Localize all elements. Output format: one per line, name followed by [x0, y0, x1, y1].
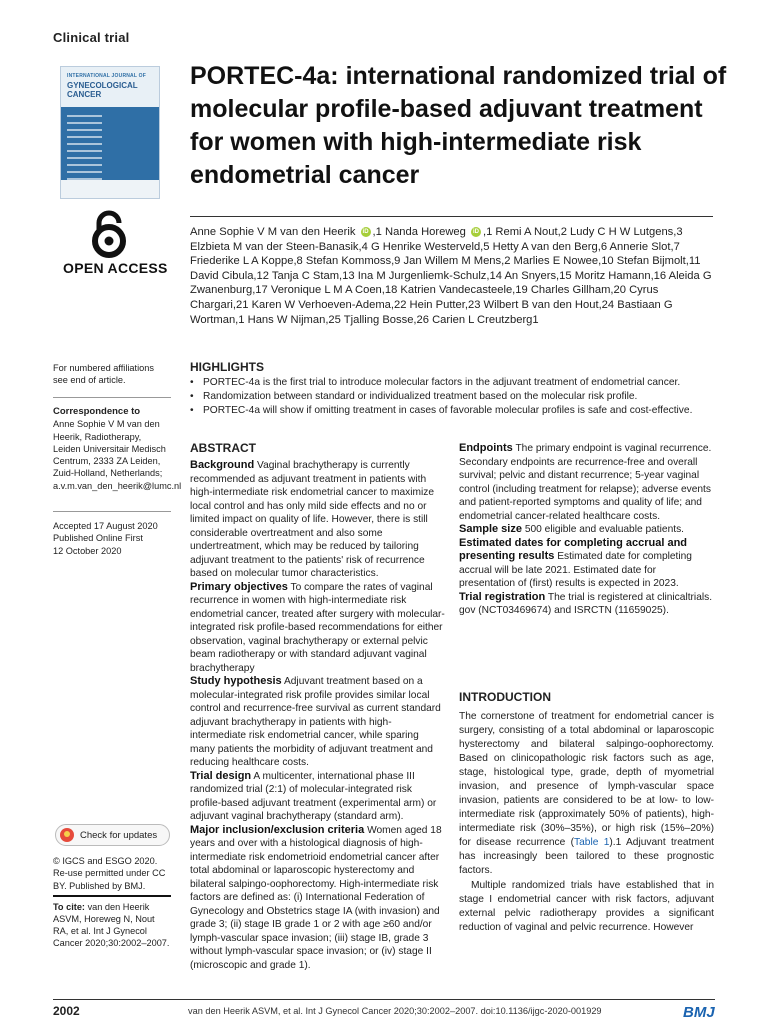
hypothesis-text: Adjuvant treatment based on a molecular-integrated risk profile provides similar local control and recurrence-free survival as current standard adjuvant brachytherapy in patients with high-intermediate risk endometrial cancer, while sparing many patients the morbidity of adjuvant treatment and reducing healthcare costs.: [190, 676, 441, 768]
cite-body: van den Heerik ASVM, Horeweg N, Nout RA, et al. Int J Gynecol Cancer 2020;30:2002–2007.: [53, 902, 170, 948]
criteria-heading: Major inclusion/exclusion criteria: [190, 823, 365, 836]
cite-box: [53, 895, 171, 949]
intro-text: The cornerstone of treatment for endometrial cancer is surgery, consisting of a total abdominal or laparoscopic hysterectomy and bilateral salpingo-oophorectomy. Based on clinicopathologic risk factors such as age, stage, histological type, grade, depth of myometrial invasion, and presence of lymph-vascular space invasion, patients are considered to be at low- to low-intermediate risk (approximately 50% of patients), high-intermediate risk (30%–35%), or high risk (15%–20%) for disease recurrence (: [459, 711, 714, 848]
highlight-item: • PORTEC-4a will show if omitting treatment in cases of favorable molecular profiles is safe and cost-effective.: [190, 404, 720, 418]
author-second[interactable]: Nanda Horeweg: [385, 226, 466, 238]
footer-divider: [53, 999, 715, 1000]
author-second-sup: ,1: [482, 226, 493, 238]
background-text: Vaginal brachytherapy is currently recommended as adjuvant treatment in patients with high-intermediate risk endometrial cancer to maximize local control and has only mild side effects and no or limited impact on quality of life. However, there is still considerable overtreatment and also some undertreatment, which may be reduced by tailoring adjuvant treatment to the patients' risk of recurrence based on molecular tumor characteristics.: [190, 460, 435, 579]
intro-paragraph: Multiple randomized trials have established that in stage I endometrial cancer with risk factors, adjuvant external pelvic radiotherapy provides a significant reduction of vaginal and pelvic recurrence. However: [459, 880, 714, 933]
orcid-icon[interactable]: iD: [472, 229, 479, 236]
open-access-icon: [86, 210, 132, 263]
introduction-body: [459, 710, 714, 935]
table-1-link[interactable]: Table 1: [574, 837, 610, 848]
dates-heading: Estimated dates for completing accrual and presenting results: [459, 536, 688, 562]
intro-paragraph: [459, 710, 714, 878]
cover-footer: [61, 180, 159, 198]
page-number: 2002: [53, 1004, 80, 1018]
author-first[interactable]: Anne Sophie V M van den Heerik: [190, 226, 356, 238]
abstract-right-column: [459, 442, 714, 618]
registration-text: The trial is registered at clinicaltrials. gov (NCT03469674) and ISRCTN (11659025).: [459, 591, 713, 616]
abstract-heading: ABSTRACT: [190, 441, 256, 455]
author-list: [190, 225, 715, 327]
journal-cover-image[interactable]: [60, 66, 160, 199]
endpoints-heading: Endpoints: [459, 442, 513, 454]
registration-heading: Trial registration: [459, 590, 546, 603]
accepted-date: Accepted 17 August 2020: [53, 521, 158, 531]
published-online-label: Published Online First: [53, 533, 143, 544]
footer-citation: van den Heerik ASVM, et al. Int J Gynecol Cancer 2020;30:2002–2007. doi:10.1136/ijgc-2020-001929: [188, 1006, 602, 1016]
crossmark-icon: [60, 828, 74, 842]
intro-text: ).1 Adjuvant treatment has increasingly been tailored to these prognostic factors.: [459, 837, 714, 876]
dates-block: [53, 520, 171, 557]
affiliations-note: For numbered affiliations see end of article.: [53, 363, 154, 386]
cover-journal-line2: GYNECOLOGICAL CANCER: [67, 81, 138, 99]
design-heading: Trial design: [190, 769, 252, 782]
sidebar-divider: [53, 511, 171, 512]
section-label: Clinical trial: [53, 30, 130, 45]
check-updates-label: Check for updates: [80, 829, 158, 841]
sidebar-divider: [53, 397, 171, 398]
sample-text: 500 eligible and evaluable patients.: [524, 524, 684, 535]
copyright-notice: © IGCS and ESGO 2020. Re-use permitted under CC BY. Published by BMJ.: [53, 856, 166, 891]
criteria-text: Women aged 18 years and over with a histological diagnosis of high-intermediate risk endometrioid endometrial cancer after total abdominal or laparoscopic hysterectomy and bilateral salpingo-oophorectomy. High-intermediate risk factors are defined as: (i) International Federation of Gynecology and Obstetrics stage IA (with invasion) and grade 3; (ii) stage IB grade 1 or 2 with age ≥60 and/or lymph-vascular space invasion; (iii) stage IB, grade 3 without lymph-vascular space invasion; or (iv) stage II (microscopic and grade 1).: [190, 824, 442, 971]
published-date: 12 October 2020: [53, 545, 122, 556]
bmj-logo[interactable]: BMJ: [683, 1004, 715, 1021]
open-access-label: OPEN ACCESS: [63, 260, 168, 276]
highlights-list: [190, 376, 720, 418]
highlights-heading: HIGHLIGHTS: [190, 360, 264, 374]
check-for-updates-button[interactable]: [55, 824, 170, 846]
dates-text: Estimated date for completing accrual will be late 2021. Estimated date for presentation of (first) results is expected in 2023.: [459, 551, 692, 589]
author-rest: Remi A Nout,2 Ludy C H W Lutgens,3 Elzbieta M van der Steen-Banasik,4 G Henrike Westerveld,5 Hetty A van den Berg,6 Annerie Slot,7 Friederike L A Koppe,8 Stefan Kommoss,9 Jan Willem M Mens,2 Marlies E Nowee,10 Stefan Bijmolt,11 David Cibula,12 Tanja C Stam,13 Ina M Jurgenliemk-Schulz,14 An Snyers,15 Moritz Hamann,16 Aleida G Zwanenburg,17 Veronique L M A Coen,18 Katrien Vandecasteele,19 Charles Gillham,20 Cyrus Chargari,21 Karen W Verhoeven-Ademа,22 Hein Putter,23 Wilbert B van den Hout,24 Bastiaan G Wortman,1 Hans W Nijman,25 Tjalling Bosse,26 Carien L Creutzberg1: [190, 226, 712, 326]
objectives-text: To compare the rates of vaginal recurrence in women with high-intermediate risk endometrial cancer, treated after surgery with molecular-integrated risk profile-based recommendations for either observation, vaginal brachytherapy or external pelvic beam radiotherapy or with standard adjuvant vaginal brachytherapy: [190, 581, 445, 674]
highlight-item: • PORTEC-4a is the first trial to introduce molecular factors in the adjuvant treatment of endometrial cancer.: [190, 376, 720, 390]
sample-heading: Sample size: [459, 523, 522, 535]
author-first-sup: ,1: [372, 226, 382, 238]
correspondence-body[interactable]: Anne Sophie V M van den Heerik, Radiotherapy, Leiden Universitair Medisch Centrum, 2333 ZA Leiden, Zuid-Holland, Netherlands; a.v.m.van_den_heerik@lumc.nl: [53, 419, 182, 491]
correspondence-title: Correspondence to: [53, 406, 141, 417]
design-text: A multicenter, international phase III randomized trial (2:1) of molecular-integrated risk profile-based adjuvant treatment (experimental arm) or adjuvant vaginal brachytherapy (standard arm).: [190, 770, 437, 822]
abstract-left-column: [190, 459, 445, 972]
highlight-item: • Randomization between standard or individualized treatment based on the molecular risk profile.: [190, 390, 720, 404]
objectives-heading: Primary objectives: [190, 580, 288, 593]
title-divider: [190, 216, 713, 217]
cover-journal-line1: INTERNATIONAL JOURNAL OF: [67, 73, 146, 79]
introduction-heading: INTRODUCTION: [459, 690, 551, 704]
cite-label: To cite:: [53, 902, 85, 912]
correspondence-block: [53, 405, 182, 492]
orcid-icon[interactable]: iD: [362, 229, 369, 236]
article-title: PORTEC-4a: international randomized trial of molecular profile-based adjuvant treatment for women with high-intermediate risk endometrial cancer: [190, 62, 727, 189]
hypothesis-heading: Study hypothesis: [190, 675, 282, 687]
background-heading: Background: [190, 459, 255, 471]
endpoints-text: The primary endpoint is vaginal recurrence. Secondary endpoints are recurrence-free and overall survival; pelvic and distant recurrence; 5-year vaginal control (including treatment for relapse); adverse events and patient-reported symptoms and quality of life; and endometrial cancer-related healthcare costs.: [459, 443, 712, 522]
